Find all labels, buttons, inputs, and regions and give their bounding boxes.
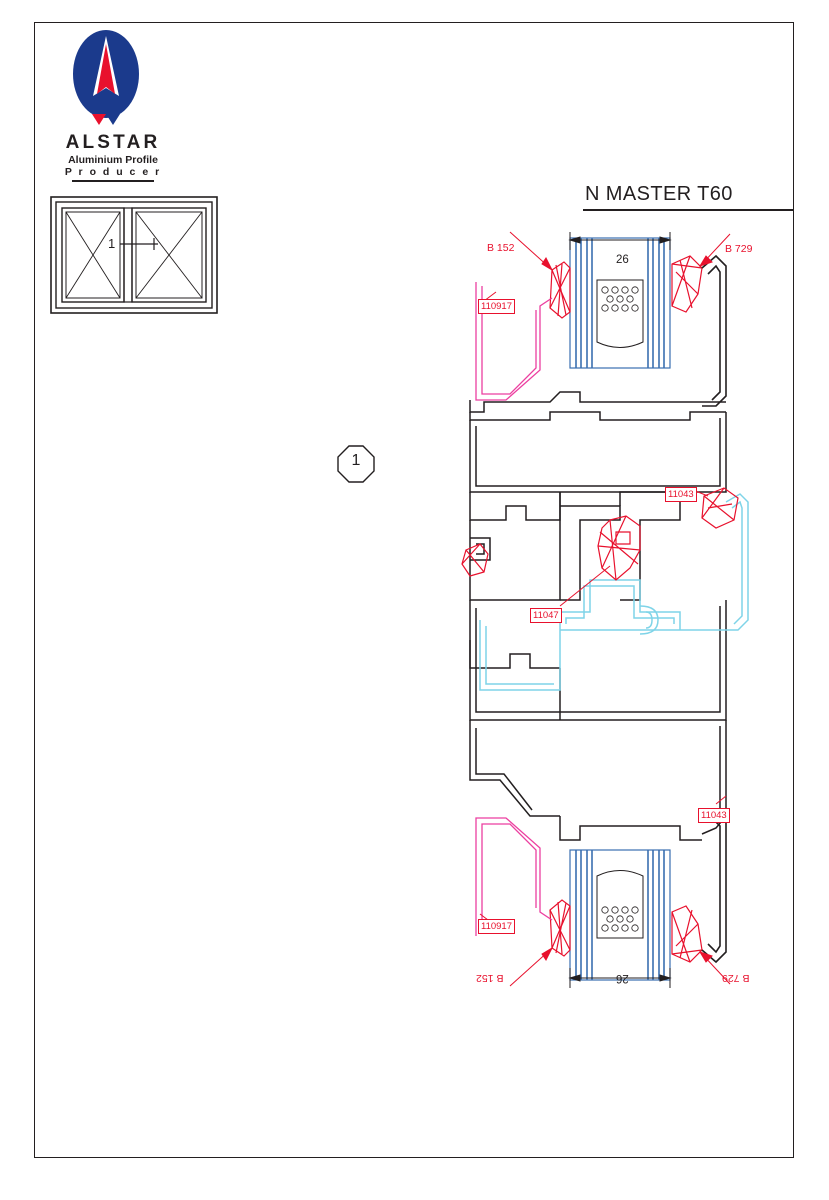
logo-underline xyxy=(72,180,154,182)
label-b729-bottom: B 729 xyxy=(722,972,750,984)
cyan-sash-profile xyxy=(480,494,748,690)
aluminium-frame-profile xyxy=(470,392,726,840)
dimension-26-top: 26 xyxy=(616,254,629,266)
label-11043-lower: 11043 xyxy=(698,808,730,823)
logo-tagline-1: Aluminium Profile xyxy=(68,154,158,166)
detail-bubble-label: 1 xyxy=(351,452,361,469)
dimension-26-bottom: 26 xyxy=(616,972,629,984)
profile-section-drawing xyxy=(440,220,829,1030)
label-b729-top: B 729 xyxy=(725,243,753,255)
label-b152-bottom: B 152 xyxy=(476,972,504,984)
svg-text:1: 1 xyxy=(108,236,116,251)
bottom-glazing-unit xyxy=(476,812,726,980)
page-title-underline xyxy=(583,209,794,211)
company-logo xyxy=(38,30,188,182)
label-110917-top: 110917 xyxy=(478,299,515,314)
label-110917-bottom: 110917 xyxy=(478,919,515,934)
top-glazing-unit xyxy=(476,238,726,406)
alstar-mark-icon xyxy=(62,30,150,128)
label-b152-top: B 152 xyxy=(487,242,515,254)
logo-company-name: ALSTAR xyxy=(65,132,161,153)
label-11047: 11047 xyxy=(530,608,562,623)
logo-tagline-2: P r o d u c e r xyxy=(64,166,162,178)
window-elevation-key xyxy=(50,196,218,314)
label-11043-upper: 11043 xyxy=(665,487,697,502)
page-title: N MASTER T60 xyxy=(585,183,733,205)
